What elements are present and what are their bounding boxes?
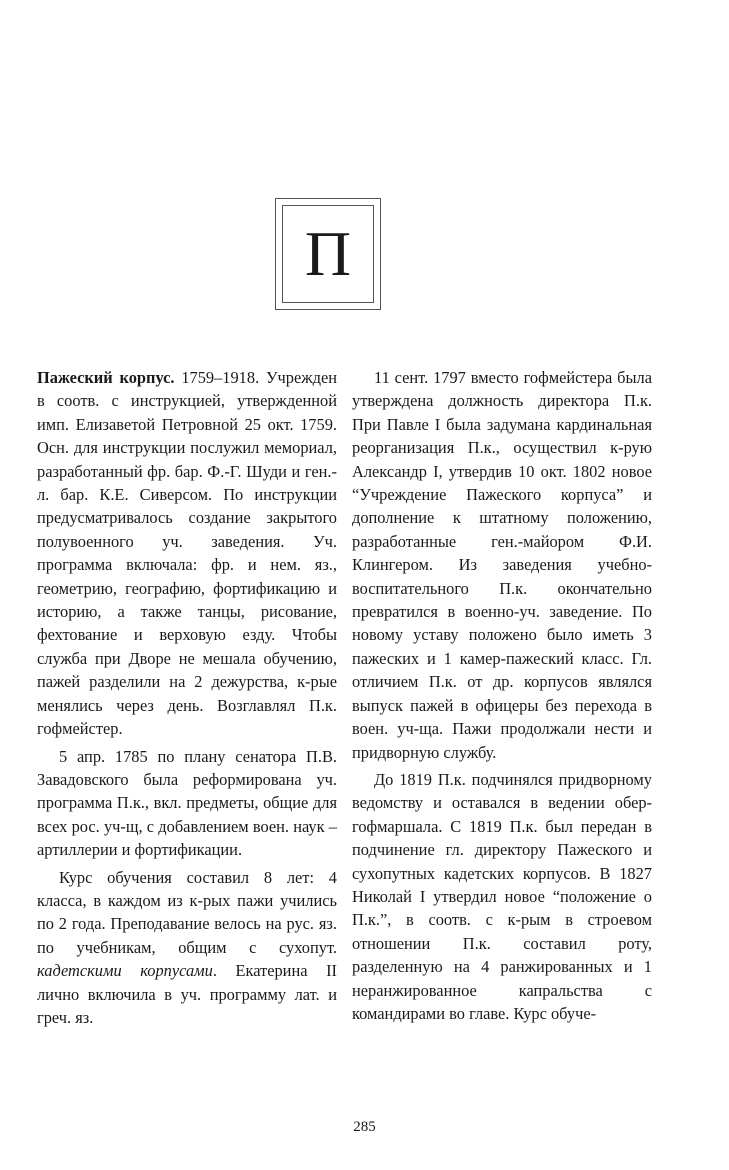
section-letter: П [304, 218, 352, 289]
entry-headword: Пажеский корпус. [37, 368, 175, 387]
entry-paragraph [37, 366, 337, 741]
paragraph-text: Курс обучения составил 8 лет: 4 класса, в каждом из к-рых пажи учились по 2 года. Преподавание велось на рус. яз. по учебникам, общим с сухопут. [37, 867, 337, 957]
paragraph-text: . Екатерина II лично включила в уч. программу лат. и греч. яз. [37, 961, 337, 1027]
cross-reference: кадетскими корпусами [37, 961, 213, 981]
section-letter-frame [275, 198, 381, 310]
page-number: 285 [353, 1119, 376, 1135]
paragraph [37, 866, 337, 1030]
right-column [352, 366, 652, 1025]
section-letter-inner-frame [282, 205, 374, 303]
paragraph: 11 сент. 1797 вместо гофмейстера была утверждена должность директора П.к. При Павле I была задумана кардинальная реорганизация П.к., осуществил к-рую Александр I, утвердив 10 окт. 1802 новое “Учреждение Пажеского корпуса” и дополнение к штатному положению, разработанные ген.-майором Ф.И. Клингером. Из заведения учебно-воспитательного П.к. окончательно превратился в военно-уч. заведение. По новому уставу положено было иметь 3 пажеских и 1 камер-пажеский класс. Гл. отличием П.к. от др. корпусов являлся выпуск пажей в офицеры без перехода в воен. уч-ща. Пажи продолжали нести и придворную службу. [352, 368, 652, 762]
left-column [37, 366, 337, 1029]
paragraph: До 1819 П.к. подчинялся придворному ведомству и оставался в ведении обер-гофмаршала. С 1819 П.к. был передан в подчинение гл. директору Пажеского и сухопутных кадетских корпусов. В 1827 Николай I утвердил новое “положение о П.к.”, в соотв. с к-рым в строевом отношении П.к. составил роту, разделенную на 4 ранжированных и 1 неранжированное капральства с командирами во главе. Курс обуче- [352, 769, 652, 1023]
paragraph: 5 апр. 1785 по плану сенатора П.В. Завадовского была реформирована уч. программа П.к., вкл. предметы, общие для всех рос. уч-щ, с добавлением воен. наук – артиллерии и фортификации. [37, 746, 337, 860]
entry-text: 1759–1918. Учрежден в соотв. с инструкцией, утвержденной имп. Елизаветой Петровной 25 окт. 1759. Осн. для инструкции послужил мемориал, разработанный фр. бар. Ф.-Г. Шуди и ген.-л. бар. К.Е. Сиверсом. По инструкции предусматривалось создание закрытого полувоенного уч. заведения. Уч. программа включала: фр. и нем. яз., геометрию, географию, фортификацию и историю, а также танцы, рисование, фехтование и верховую езду. Чтобы служба при Дворе не мешала обучению, пажей разделили на 2 дежурства, к-рые менялись через день. Возглавлял П.к. гофмейстер. [37, 368, 337, 739]
